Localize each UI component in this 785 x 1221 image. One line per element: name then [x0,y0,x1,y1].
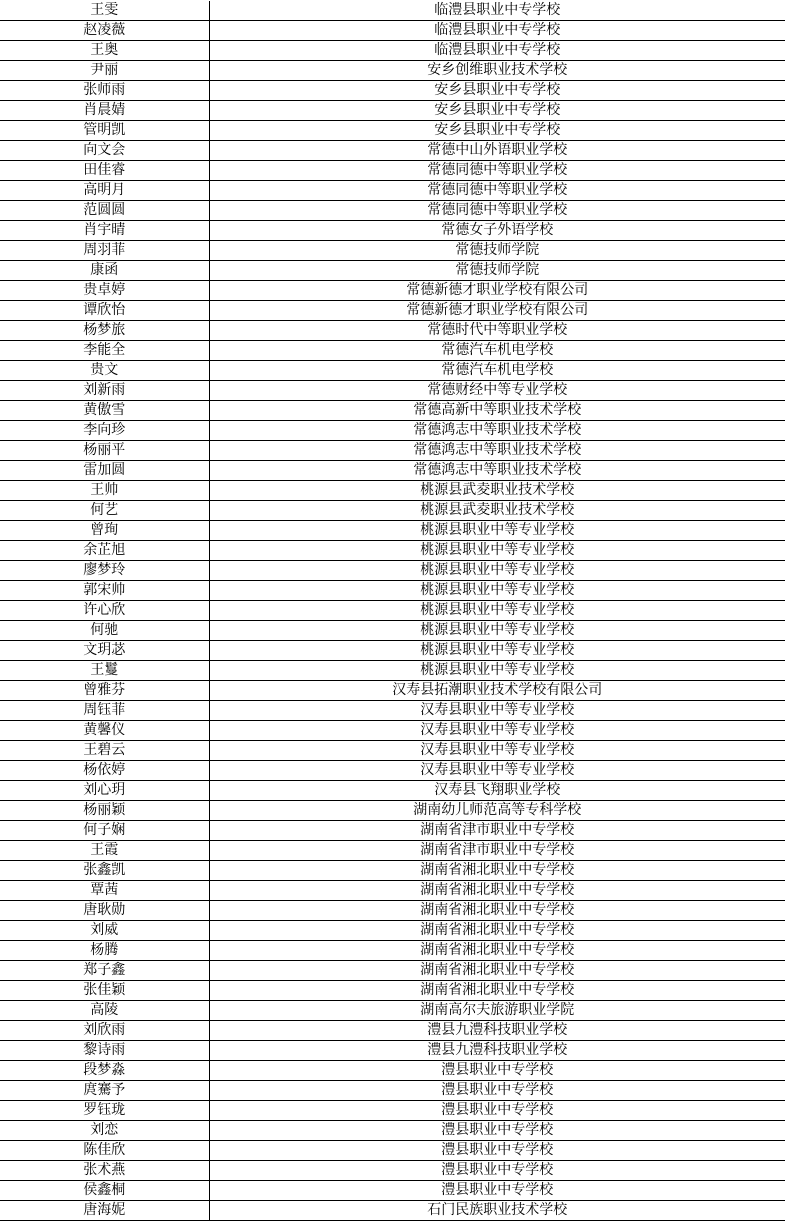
name-cell[interactable]: 张术燕 [0,1161,209,1181]
table-row [0,261,785,281]
table-row [0,521,785,541]
school-cell[interactable]: 常德中山外语职业学校 [209,141,785,161]
name-cell[interactable]: 郭宋帅 [0,581,209,601]
school-cell[interactable]: 桃源县职业中等专业学校 [209,621,785,641]
school-cell[interactable]: 临澧县职业中专学校 [209,21,785,41]
name-cell[interactable]: 刘恋 [0,1121,209,1141]
table-row [0,1141,785,1161]
name-cell[interactable]: 张师雨 [0,81,209,101]
name-cell[interactable]: 刘心玥 [0,781,209,801]
name-cell[interactable]: 覃茜 [0,881,209,901]
table-row [0,821,785,841]
name-cell[interactable]: 唐耿勋 [0,901,209,921]
name-cell[interactable]: 高陵 [0,1001,209,1021]
school-cell[interactable]: 湖南省津市职业中专学校 [209,841,785,861]
table-row [0,321,785,341]
name-cell[interactable]: 何艺 [0,501,209,521]
name-cell[interactable]: 贵卓婷 [0,281,209,301]
table-row [0,301,785,321]
name-cell[interactable]: 何子娴 [0,821,209,841]
school-cell[interactable]: 澧县九澧科技职业学校 [209,1041,785,1061]
table-row [0,941,785,961]
school-cell[interactable]: 安乡县职业中专学校 [209,81,785,101]
school-cell[interactable]: 澧县职业中专学校 [209,1141,785,1161]
school-cell[interactable]: 安乡县职业中专学校 [209,101,785,121]
school-cell[interactable]: 澧县职业中专学校 [209,1081,785,1101]
table-row [0,601,785,621]
school-cell[interactable]: 桃源县职业中等专业学校 [209,661,785,681]
table-row [0,461,785,481]
name-cell[interactable]: 肖宇晴 [0,221,209,241]
table-row [0,801,785,821]
table-row [0,781,785,801]
name-cell[interactable]: 杨丽平 [0,441,209,461]
school-cell[interactable]: 澧县职业中专学校 [209,1121,785,1141]
school-cell[interactable]: 湖南高尔夫旅游职业学院 [209,1001,785,1021]
name-cell[interactable]: 文玥苾 [0,641,209,661]
name-cell[interactable]: 王雯 [0,1,209,21]
school-cell[interactable]: 常德汽车机电学校 [209,361,785,381]
name-cell[interactable]: 管明凯 [0,121,209,141]
name-cell[interactable]: 高明月 [0,181,209,201]
table-row [0,501,785,521]
table-row [0,1061,785,1081]
school-cell[interactable]: 桃源县职业中等专业学校 [209,601,785,621]
name-cell[interactable]: 肖晨婧 [0,101,209,121]
table-row [0,621,785,641]
name-cell[interactable]: 刘欣雨 [0,1021,209,1041]
name-cell[interactable]: 谭欣怡 [0,301,209,321]
name-cell[interactable]: 许心欣 [0,601,209,621]
name-cell[interactable]: 庹騫予 [0,1081,209,1101]
name-cell[interactable]: 田佳睿 [0,161,209,181]
name-cell[interactable]: 杨梦旅 [0,321,209,341]
table-row [0,141,785,161]
table-row [0,161,785,181]
name-cell[interactable]: 王奥 [0,41,209,61]
school-cell[interactable]: 澧县职业中专学校 [209,1161,785,1181]
school-cell[interactable]: 澧县职业中专学校 [209,1061,785,1081]
school-cell[interactable]: 石门民族职业技术学校 [209,1201,785,1221]
name-cell[interactable]: 侯鑫桐 [0,1181,209,1201]
name-cell[interactable]: 李能全 [0,341,209,361]
table-row [0,1,785,21]
student-school-table [0,1,785,1221]
name-cell[interactable]: 余芷旭 [0,541,209,561]
school-cell[interactable]: 湖南省湘北职业中专学校 [209,881,785,901]
school-cell[interactable]: 汉寿县职业中等专业学校 [209,701,785,721]
table-row [0,241,785,261]
table-row [0,221,785,241]
table-row [0,121,785,141]
name-cell[interactable]: 黄傲雪 [0,401,209,421]
school-cell[interactable]: 澧县职业中专学校 [209,1181,785,1201]
table-row [0,1081,785,1101]
table-row [0,1161,785,1181]
table-row [0,41,785,61]
table-row [0,1101,785,1121]
name-cell[interactable]: 陈佳欣 [0,1141,209,1161]
table-row [0,561,785,581]
name-cell[interactable]: 张佳颖 [0,981,209,1001]
school-cell[interactable]: 湖南幼儿师范高等专科学校 [209,801,785,821]
school-cell[interactable]: 桃源县职业中等专业学校 [209,521,785,541]
school-cell[interactable]: 常德同德中等职业学校 [209,161,785,181]
name-cell[interactable]: 黄馨仪 [0,721,209,741]
table-row [0,341,785,361]
table-row [0,1021,785,1041]
table-row [0,921,785,941]
school-cell[interactable]: 桃源县职业中等专业学校 [209,541,785,561]
name-cell[interactable]: 王霞 [0,841,209,861]
school-cell[interactable]: 安乡县职业中专学校 [209,121,785,141]
school-cell[interactable]: 汉寿县飞翔职业学校 [209,781,785,801]
table-row [0,841,785,861]
school-cell[interactable]: 常德新德才职业学校有限公司 [209,301,785,321]
name-cell[interactable]: 王帅 [0,481,209,501]
name-cell[interactable]: 杨丽颖 [0,801,209,821]
table-row [0,981,785,1001]
school-cell[interactable]: 常德同德中等职业学校 [209,181,785,201]
school-cell[interactable]: 常德鸿志中等职业技术学校 [209,421,785,441]
school-cell[interactable]: 湖南省津市职业中专学校 [209,821,785,841]
name-cell[interactable]: 尹丽 [0,61,209,81]
name-cell[interactable]: 刘新雨 [0,381,209,401]
table-row [0,1181,785,1201]
table-row [0,761,785,781]
school-cell[interactable]: 常德新德才职业学校有限公司 [209,281,785,301]
name-cell[interactable]: 段梦淼 [0,1061,209,1081]
name-cell[interactable]: 周羽菲 [0,241,209,261]
school-cell[interactable]: 临澧县职业中专学校 [209,41,785,61]
table-row [0,181,785,201]
table-row [0,401,785,421]
name-cell[interactable]: 王碧云 [0,741,209,761]
table-row [0,721,785,741]
table-row [0,1201,785,1221]
table-row [0,481,785,501]
table-row [0,281,785,301]
name-cell[interactable]: 杨依婷 [0,761,209,781]
school-cell[interactable]: 汉寿县职业中等专业学校 [209,761,785,781]
school-cell[interactable]: 常德同德中等职业学校 [209,201,785,221]
table-row [0,1001,785,1021]
school-cell[interactable]: 安乡创维职业技术学校 [209,61,785,81]
table-row [0,701,785,721]
school-cell[interactable]: 常德鸿志中等职业技术学校 [209,461,785,481]
name-cell[interactable]: 范圆圆 [0,201,209,221]
school-cell[interactable]: 湖南省湘北职业中专学校 [209,941,785,961]
table-row [0,581,785,601]
name-cell[interactable]: 向文会 [0,141,209,161]
name-cell[interactable]: 何驰 [0,621,209,641]
table-row [0,741,785,761]
name-cell[interactable]: 廖梦玲 [0,561,209,581]
school-cell[interactable]: 汉寿县拓潮职业技术学校有限公司 [209,681,785,701]
name-cell[interactable]: 唐海妮 [0,1201,209,1221]
school-cell[interactable]: 澧县职业中专学校 [209,1101,785,1121]
school-cell[interactable]: 常德时代中等职业学校 [209,321,785,341]
school-cell[interactable]: 常德鸿志中等职业技术学校 [209,441,785,461]
table-row [0,441,785,461]
school-cell[interactable]: 桃源县武夌职业技术学校 [209,501,785,521]
table-row [0,541,785,561]
name-cell[interactable]: 贵文 [0,361,209,381]
table-row [0,61,785,81]
school-cell[interactable]: 临澧县职业中专学校 [209,1,785,21]
table-row [0,1121,785,1141]
table-row [0,861,785,881]
school-cell[interactable]: 桃源县职业中等专业学校 [209,581,785,601]
school-cell[interactable]: 桃源县武夌职业技术学校 [209,481,785,501]
school-cell[interactable]: 桃源县职业中等专业学校 [209,641,785,661]
table-row [0,421,785,441]
school-cell[interactable]: 常德技师学院 [209,241,785,261]
table-row [0,961,785,981]
school-cell[interactable]: 湖南省湘北职业中专学校 [209,961,785,981]
school-cell[interactable]: 湖南省湘北职业中专学校 [209,861,785,881]
school-cell[interactable]: 常德汽车机电学校 [209,341,785,361]
name-cell[interactable]: 康函 [0,261,209,281]
table-row [0,361,785,381]
name-cell[interactable]: 杨腾 [0,941,209,961]
name-cell[interactable]: 刘威 [0,921,209,941]
table-row [0,661,785,681]
name-cell[interactable]: 黎诗雨 [0,1041,209,1061]
table-row [0,901,785,921]
school-cell[interactable]: 汉寿县职业中等专业学校 [209,721,785,741]
school-cell[interactable]: 湖南省湘北职业中专学校 [209,901,785,921]
school-cell[interactable]: 常德技师学院 [209,261,785,281]
name-cell[interactable]: 郑子鑫 [0,961,209,981]
school-cell[interactable]: 常德财经中等专业学校 [209,381,785,401]
name-cell[interactable]: 雷加圆 [0,461,209,481]
name-cell[interactable]: 罗钰珑 [0,1101,209,1121]
name-cell[interactable]: 李向珍 [0,421,209,441]
table-body [0,1,785,1221]
school-cell[interactable]: 湖南省湘北职业中专学校 [209,981,785,1001]
school-cell[interactable]: 常德女子外语学校 [209,221,785,241]
table-row [0,21,785,41]
name-cell[interactable]: 曾珣 [0,521,209,541]
table-row [0,681,785,701]
school-cell[interactable]: 澧县九澧科技职业学校 [209,1021,785,1041]
name-cell[interactable]: 曾雅芬 [0,681,209,701]
name-cell[interactable]: 周钰菲 [0,701,209,721]
school-cell[interactable]: 常德高新中等职业技术学校 [209,401,785,421]
table-row [0,381,785,401]
table-row [0,641,785,661]
table-row [0,1041,785,1061]
school-cell[interactable]: 湖南省湘北职业中专学校 [209,921,785,941]
name-cell[interactable]: 张鑫凯 [0,861,209,881]
table-row [0,881,785,901]
table-row [0,201,785,221]
school-cell[interactable]: 汉寿县职业中等专业学校 [209,741,785,761]
name-cell[interactable]: 赵凌薇 [0,21,209,41]
name-cell[interactable]: 王鬘 [0,661,209,681]
table-row [0,81,785,101]
school-cell[interactable]: 桃源县职业中等专业学校 [209,561,785,581]
table-row [0,101,785,121]
